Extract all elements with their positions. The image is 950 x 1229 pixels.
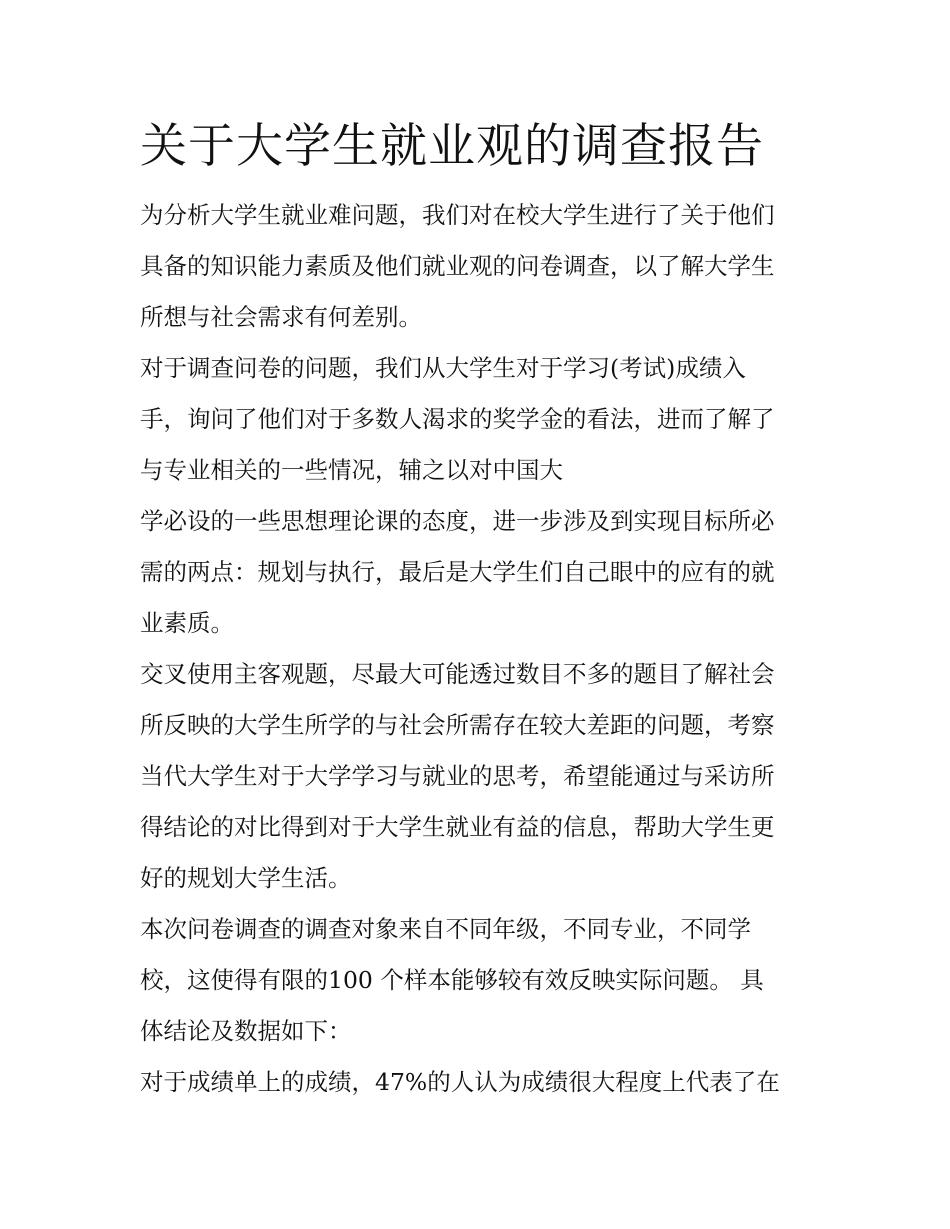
document-body <box>140 190 812 1108</box>
body-line: 好的规划大学生活。 <box>140 864 352 892</box>
body-line: 对于调查问卷的问题，我们从大学生对于学习(考试)成绩入 <box>140 354 746 382</box>
body-line: 当代大学生对于大学学习与就业的思考，希望能通过与采访所 <box>140 762 775 790</box>
body-line: 本次问卷调查的调查对象来自不同年级，不同专业，不同学 <box>140 915 751 943</box>
body-line: 与专业相关的一些情况，辅之以对中国大 <box>140 456 563 484</box>
body-line: 需的两点：规划与执行，最后是大学生们自己眼中的应有的就 <box>140 558 775 586</box>
body-line: 体结论及数据如下： <box>140 1017 352 1045</box>
body-line: 学必设的一些思想理论课的态度，进一步涉及到实现目标所必 <box>140 507 775 535</box>
body-line: 业素质。 <box>140 609 234 637</box>
body-line: 校，这使得有限的100 个样本能够较有效反映实际问题。 具 <box>140 966 764 994</box>
document-page <box>140 112 812 1108</box>
body-line: 交叉使用主客观题，尽最大可能透过数目不多的题目了解社会 <box>140 660 775 688</box>
body-line: 手，询问了他们对于多数人渴求的奖学金的看法，进而了解了 <box>140 405 775 433</box>
body-line: 为分析大学生就业难问题，我们对在校大学生进行了关于他们 <box>140 201 775 229</box>
document-title: 关于大学生就业观的调查报告 <box>140 119 764 174</box>
body-line: 对于成绩单上的成绩，47%的人认为成绩很大程度上代表了在 <box>140 1068 780 1096</box>
body-line: 所反映的大学生所学的与社会所需存在较大差距的问题，考察 <box>140 711 775 739</box>
body-line: 具备的知识能力素质及他们就业观的问卷调查，以了解大学生 <box>140 252 775 280</box>
body-line: 所想与社会需求有何差别。 <box>140 303 422 331</box>
body-line: 得结论的对比得到对于大学生就业有益的信息，帮助大学生更 <box>140 813 775 841</box>
